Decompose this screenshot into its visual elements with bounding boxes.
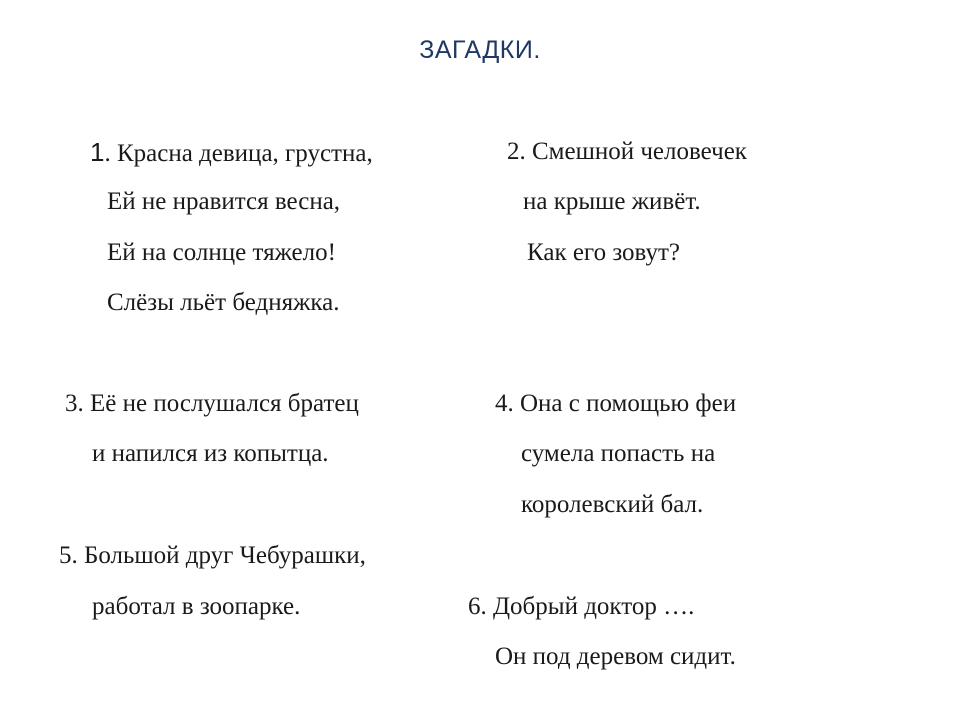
riddle-4-line-3: королевский бал. — [521, 491, 704, 518]
riddle-3-line-1: 3. Её не послушался братец — [65, 390, 359, 417]
riddle-4-line-2: сумела попасть на — [521, 440, 716, 467]
riddle-4-line-1: 4. Она с помощью феи — [495, 390, 737, 417]
page-title: ЗАГАДКИ. — [419, 36, 541, 64]
riddle-1-line-2: Ей не нравится весна, — [107, 188, 341, 215]
riddle-1-line-1 — [90, 137, 373, 169]
riddle-2-line-2: на крыше живёт. — [523, 188, 701, 215]
riddle-2-line-1: 2. Смешной человечек — [507, 138, 747, 165]
riddle-1-number: 1 — [90, 137, 105, 167]
riddle-6-line-2: Он под деревом сидит. — [495, 643, 736, 670]
riddle-6-line-1: 6. Добрый доктор …. — [468, 593, 695, 620]
riddle-1-line-1-text: . Красна девица, грустна, — [104, 140, 373, 167]
riddle-5-line-2: работал в зоопарке. — [92, 593, 301, 620]
riddle-2-line-3: Как его зовут? — [527, 239, 681, 266]
riddle-3-line-2: и напился из копытца. — [92, 440, 329, 467]
riddle-1-line-3: Ей на солнце тяжело! — [107, 239, 336, 266]
riddle-5-line-1: 5. Большой друг Чебурашки, — [59, 542, 366, 569]
riddle-1-line-4: Слёзы льёт бедняжка. — [107, 289, 340, 316]
